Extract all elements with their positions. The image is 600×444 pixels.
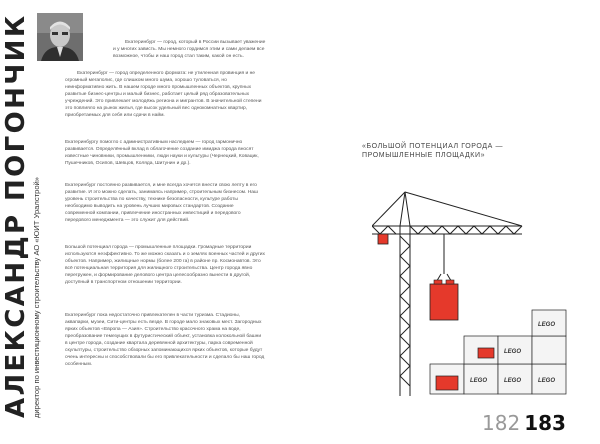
- pull-quote: «БОЛЬШОЙ ПОТЕНЦИАЛ ГОРОДА — ПРОМЫШЛЕННЫЕ ПЛОЩАДКИ»: [362, 143, 504, 159]
- article-paragraph: Большой потенциал города — промышленные площадки. Громадные территории используются неэффективно. То же можно сказать и о землях военных частей и других объектов. Например, жилищные нормы (более 200 га) в районе пр. Космонавтов. Это всё потенциальная территория для жилищного строительства. Центр города явно перегружен, и формирование делового центра целесообразно вынести в другой, доступный в транспортном отношении территории.: [65, 245, 265, 285]
- author-role: директор по инвестиционному строительству АО «ЮИТ Уралстрой»: [32, 176, 41, 418]
- article-paragraph-1-block: [65, 70, 265, 119]
- hanging-lego-brick: [430, 280, 458, 320]
- article-paragraph: Екатеринбург — город определенного формата: не утиленная провинция и не огромный мегаполис, где слишком много шума, хорошо туловаться, но неинформативно жить. В нашем городе много промышленных объектов, крупных развитые бизнес-центры и малый бизнес, работает целый ряд образовательных учреждений. Это привлекает молодёжь региона и мигрантов. В значительной степени это повлияло на рынок жилья, где высок удельный вес однокомнатных квартир, приобретаемых для себя или сдачи в найм.: [65, 71, 262, 118]
- intro-paragraph: Екатеринбург — город, который в России вызывает уважение и у многих зависть. Мы немного гордимся этим и сами делаем все возможное, чтобы и наш город стал таким, какой он есть.: [113, 40, 266, 59]
- lego-label: LEGO: [504, 349, 522, 355]
- article-paragraph: Екатеринбург пока недостаточно привлекателен в части туризма. Стадионы, аквапарки, музеи, Сити-центры есть везде. В городе мало знаковых мест. Загородных ярких объектов «Европа — Азия». Строительство красочного храма на воде, преобразование темезущих в футуристический объект, установка колокольной башни в центре города, создание квартала деревянной архитектуры, парка современной скульптуры, строительство обзорных запоминающихся ярких объектов, которые будут очень интересны и способствовали бы его привлекательности и сделало бы наш город особенным.: [65, 313, 265, 367]
- portrait-photo: [37, 13, 83, 61]
- lego-label: LEGO: [470, 378, 488, 384]
- intro-text: [113, 39, 268, 60]
- lego-label: LEGO: [504, 378, 522, 384]
- crane-lego-illustration: [372, 186, 568, 396]
- lego-label: LEGO: [538, 378, 556, 384]
- lego-label: LEGO: [538, 322, 556, 328]
- article-paragraph: Екатеринбург постоянно развивается, и мне всегда хочется внести свою лепту в его развитие. И это можно сделать, занимаясь например, строительным бизнесом. Наш уровень строительства по качеству, технике безопасности, культуре работы необходимо выводить на уровень лучших мировых стандартов. Создание современной компании, привлечение иностранных инвестиций и передового передового менеджмента — это служит для действий.: [65, 183, 258, 223]
- author-portrait: [37, 13, 83, 61]
- page-numbers: [482, 412, 566, 434]
- article-paragraph-5-block: [65, 312, 265, 368]
- author-name: АЛЕКСАНДР ПОГОНЧИК: [1, 13, 31, 418]
- author-title-block: [1, 13, 42, 418]
- article-paragraph-3-block: [65, 182, 265, 224]
- article-paragraph-2-block: [65, 139, 265, 167]
- page-number-right: 183: [524, 411, 566, 435]
- article-paragraph: Екатеринбургу помогло с административным наследием — город гармонично развивается. Определённый вклад в облагочение создание имиджа города вносят известные чиновники, промышленники, люди науки и культуры (Чернецкий, Ковацик, Пушечников, Осипов, Шевцов, Коляда, Шитунин и др.).: [65, 140, 259, 166]
- page-number-left: 182: [482, 411, 521, 435]
- counterweight-block: [378, 234, 388, 244]
- article-paragraph-4-block: [65, 244, 265, 286]
